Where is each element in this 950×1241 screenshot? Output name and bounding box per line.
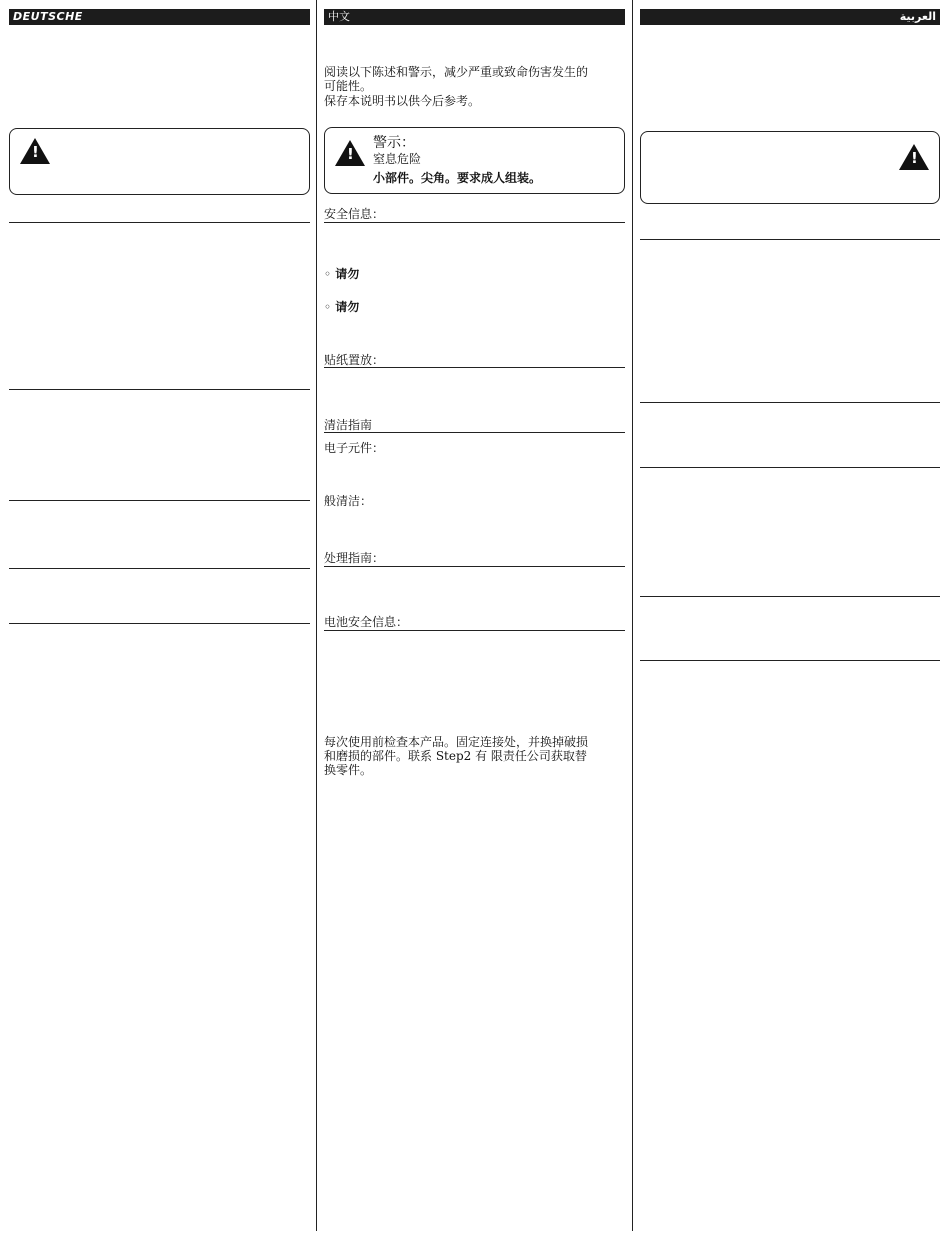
section-rule xyxy=(324,367,625,368)
warning-triangle-icon xyxy=(20,138,50,164)
german-column xyxy=(9,0,310,1241)
column-divider-left xyxy=(316,0,317,1231)
bullet-item: ◦ 请勿 xyxy=(324,267,360,281)
section-rule xyxy=(324,630,625,631)
arabic-header: العربية xyxy=(640,9,940,25)
chinese-header: 中文 xyxy=(324,9,625,25)
column-divider-right xyxy=(632,0,633,1231)
section-heading: 贴纸置放： xyxy=(324,353,385,367)
section-rule xyxy=(9,389,310,390)
section-rule xyxy=(640,596,940,597)
german-warning-box xyxy=(9,128,310,195)
arabic-warning-box xyxy=(640,131,940,204)
section-rule xyxy=(640,467,940,468)
intro-text: 阅读以下陈述和警示，减少严重或致命伤害发生的 xyxy=(324,65,589,79)
intro-text: 保存本说明书以供今后参考。 xyxy=(324,94,481,108)
warning-triangle-icon xyxy=(899,144,929,170)
sub-heading: 般清洁： xyxy=(324,494,373,508)
section-rule xyxy=(9,500,310,501)
section-rule xyxy=(640,402,940,403)
section-rule xyxy=(640,660,940,661)
warning-title: 警示： xyxy=(373,135,415,151)
bullet-item: ◦ 请勿 xyxy=(324,300,360,314)
chinese-warning-box xyxy=(324,127,625,194)
section-rule xyxy=(324,566,625,567)
intro-text: 可能性。 xyxy=(324,79,373,93)
sub-heading: 电子元件： xyxy=(324,441,385,455)
section-rule xyxy=(640,239,940,240)
section-rule xyxy=(9,623,310,624)
inspection-text: 和磨损的部件。联系 Step2 有 限责任公司获取替 xyxy=(324,749,587,763)
section-heading: 清洁指南 xyxy=(324,418,373,432)
section-heading: 安全信息： xyxy=(324,207,385,221)
german-header: DEUTSCHE xyxy=(9,9,310,25)
warning-line: 窒息危险 xyxy=(373,152,422,166)
chinese-column xyxy=(324,0,625,1241)
section-rule xyxy=(9,222,310,223)
inspection-text: 换零件。 xyxy=(324,763,373,777)
warning-triangle-icon xyxy=(335,140,365,166)
section-rule xyxy=(324,432,625,433)
section-heading: 电池安全信息： xyxy=(324,615,409,629)
arabic-column xyxy=(640,0,940,1241)
section-rule xyxy=(9,568,310,569)
warning-line: 小部件。尖角。要求成人组装。 xyxy=(373,171,542,185)
inspection-text: 每次使用前检查本产品。固定连接处，并换掉破损 xyxy=(324,735,589,749)
section-rule xyxy=(324,222,625,223)
section-heading: 处理指南： xyxy=(324,551,385,565)
